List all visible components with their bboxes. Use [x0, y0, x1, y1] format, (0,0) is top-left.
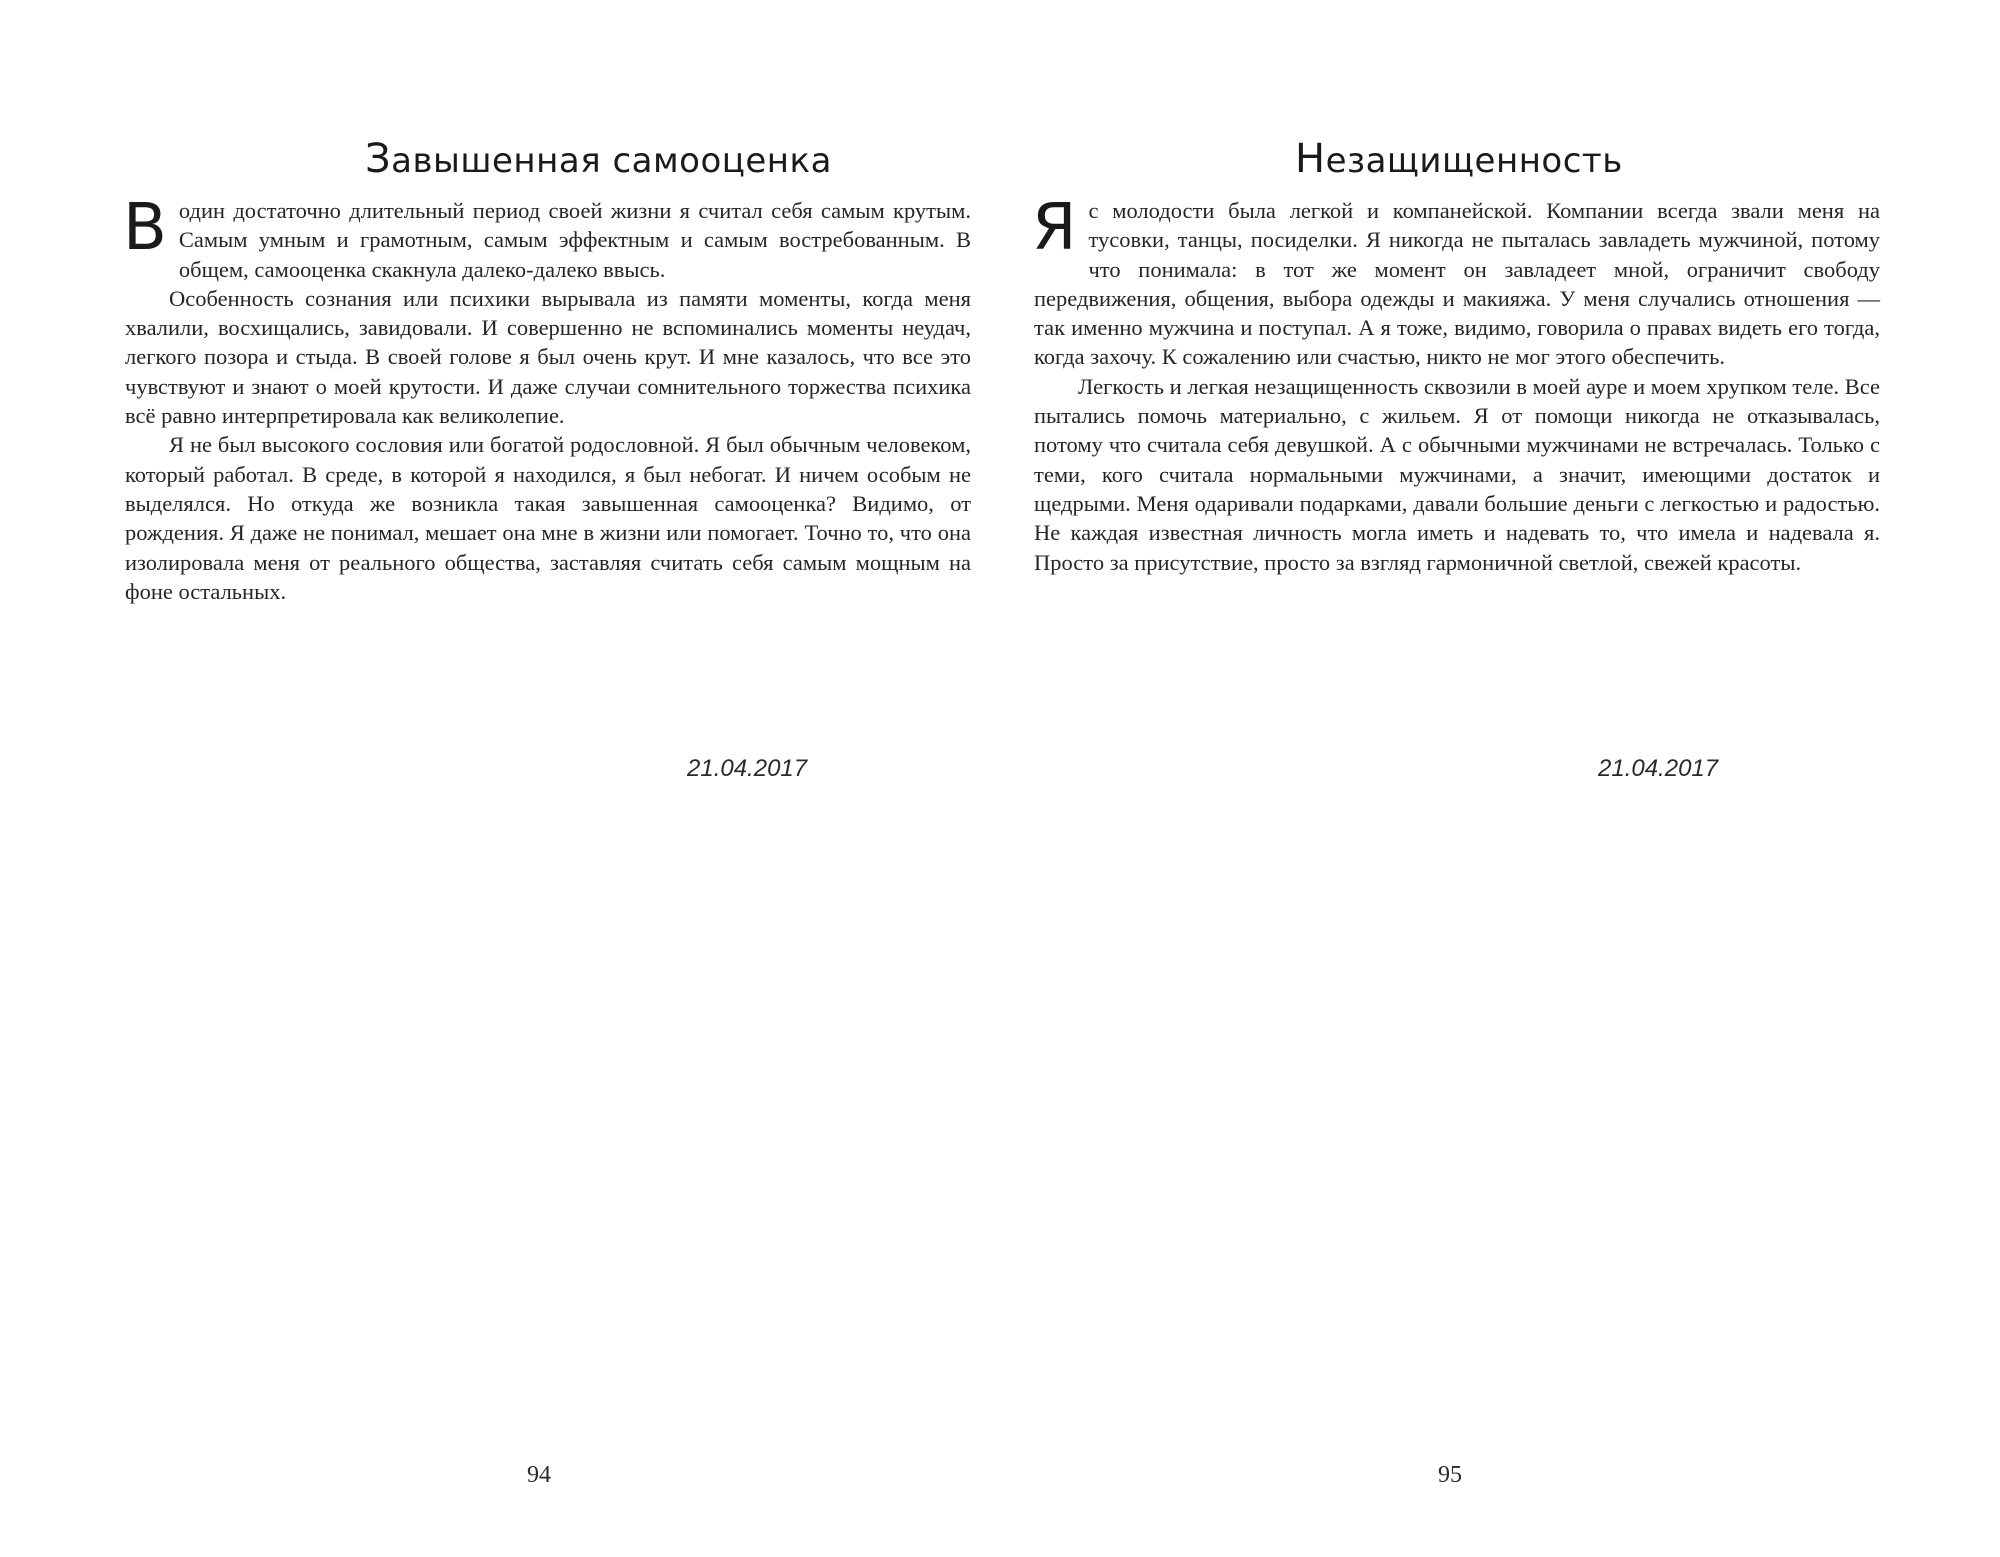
drop-cap: В — [123, 191, 167, 265]
article-body — [123, 191, 971, 606]
page-number: 94 — [527, 1462, 551, 1488]
paragraph: Особенность сознания или психики вырывала из памяти моменты, когда меня хвалили, восхищались, завидовали. И совершенно не вспоминались моменты неудач, легкого позора и стыда. В своей голове я был очень крут. И мне казалось, что все это чувствуют и знают о моей крутости. И даже случаи сомнительного торжества психика всё равно интерпретировала как великолепие. — [125, 285, 971, 429]
title-capital: З — [365, 136, 392, 183]
paragraph-text: с молодости была легкой и компанейской. Компании всегда звали меня на тусовки, танцы, посиделки. Я никогда не пыталась завладеть мужчиной, потому что понимала: в тот же момент он завладеет мной, ограничит свободу передвижения, общения, выбора одежды и макияжа. У меня случались отношения — так именно мужчина и поступал. А я тоже, видимо, говорила о правах видеть его тогда, когда захочу. К сожалению или счастью, никто не мог этого обеспечить. — [1034, 198, 1880, 370]
paragraph: Я не был высокого сословия или богатой родословной. Я был обычным человеком, который работал. В среде, в которой я находился, я был небогат. И ничем особым не выделялся. Но откуда же возникла такая завышенная самооценка? Видимо, от рождения. Я даже не понимал, мешает она мне в жизни или помогает. Точно то, что она изолировала меня от реального общества, заставляя считать себя самым мощным на фоне остальных. — [125, 432, 971, 604]
page-number: 95 — [1438, 1462, 1462, 1488]
title-text: авышенная самооценка — [391, 141, 832, 182]
drop-cap: Я — [1032, 191, 1077, 265]
title-capital: Н — [1295, 136, 1326, 183]
paragraph: Легкость и легкая незащищенность сквозили в моей ауре и моем хрупком теле. Все пытались помочь материально, с жильем. Я от помощи никогда не отказывалась, потому что считала себя девушкой. А с обычными мужчинами не встречалась. Только с теми, кого считала нормальными мужчинами, а значит, имеющими достаток и щедрыми. Меня одаривали подарками, давали большие деньги с легкостью и радостью. Не каждая известная личность могла иметь и надевать то, что имела и надевала я. Просто за присутствие, просто за взгляд гармоничной светлой, свежей красоты. — [1034, 373, 1880, 575]
article-body — [1032, 191, 1880, 577]
paragraph — [1032, 191, 1880, 372]
article-date: 21.04.2017 — [687, 755, 808, 782]
paragraph — [123, 191, 971, 284]
page-title — [1295, 136, 1623, 182]
paragraph-text: один достаточно длительный период своей жизни я считал себя самым крутым. Самым умным и грамотным, самым эффектным и самым востребованным. В общем, самооценка скакнула далеко-далеко ввысь. — [178, 198, 971, 282]
title-text: езащищенность — [1325, 141, 1623, 182]
article-date: 21.04.2017 — [1598, 755, 1719, 782]
right-page — [1000, 0, 2000, 1557]
page-title — [365, 136, 832, 182]
